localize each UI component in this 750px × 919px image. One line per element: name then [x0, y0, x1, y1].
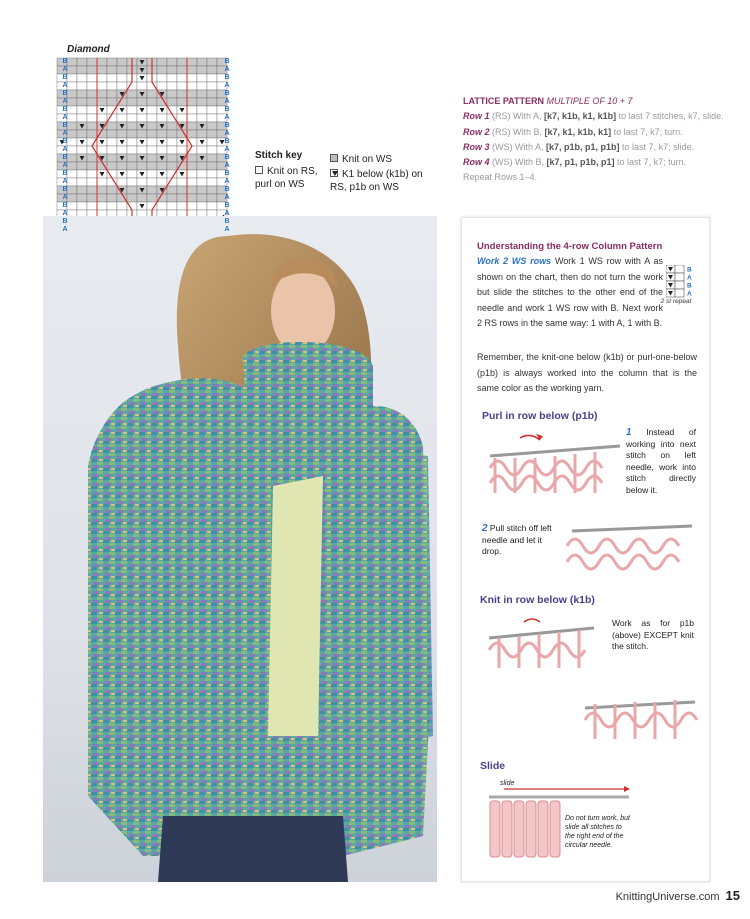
lattice-row-1: Row 1 (RS) With A, [k7, k1b, k1, k1b] to last 7 stitches, k7, slide.: [463, 111, 724, 122]
chart-cell: [117, 58, 127, 66]
chart-cell: [157, 58, 167, 66]
chart-cell: [177, 90, 187, 98]
chart-cell: [147, 154, 157, 162]
chart-cell: [167, 122, 177, 130]
chart-cell: [127, 194, 137, 202]
stitch-key-title: Stitch key: [255, 150, 303, 161]
chart-cell: [97, 58, 107, 66]
chart-cell: [87, 114, 97, 122]
chart-cell: [197, 66, 207, 74]
chart-cell: [207, 98, 217, 106]
chart-cell: [77, 90, 87, 98]
chart-cell: [87, 162, 97, 170]
chart-cell: [167, 194, 177, 202]
chart-cell: [107, 130, 117, 138]
lattice-heading: LATTICE PATTERN MULTIPLE OF 10 + 7: [463, 96, 633, 106]
chart-cell: [187, 130, 197, 138]
chart-cell: [167, 170, 177, 178]
chart-cell: [107, 90, 117, 98]
chart-yarn-label: B A: [62, 202, 68, 217]
chart-cell: [77, 162, 87, 170]
chart-cell: [157, 146, 167, 154]
chart-cell: [187, 178, 197, 186]
chart-cell: [157, 82, 167, 90]
model-photo: [43, 216, 437, 882]
chart-cell: [77, 98, 87, 106]
chart-title: Diamond: [67, 44, 110, 55]
chart-cell: [107, 114, 117, 122]
chart-cell: [197, 146, 207, 154]
chart-yarn-label: B A: [62, 138, 68, 153]
page-number: 15: [725, 888, 740, 903]
chart-cell: [187, 66, 197, 74]
chart-cell: [117, 178, 127, 186]
purl-step-1: 1 Instead of working into next stitch on left needle, work into stitch directly below it.: [626, 427, 696, 495]
chart-cell: [87, 202, 97, 210]
chart-cell: [127, 186, 137, 194]
chart-yarn-label: B A: [62, 122, 68, 137]
chart-cell: [97, 194, 107, 202]
chart-cell: [177, 146, 187, 154]
chart-cell: [147, 90, 157, 98]
chart-cell: [177, 186, 187, 194]
chart-cell: [197, 106, 207, 114]
chart-cell: [137, 162, 147, 170]
chart-cell: [177, 178, 187, 186]
chart-cell: [207, 74, 217, 82]
purl-step-2: 2 Pull stitch off left needle and let it drop.: [482, 523, 552, 556]
chart-cell: [77, 186, 87, 194]
chart-cell: [97, 114, 107, 122]
chart-cell: [97, 82, 107, 90]
chart-yarn-label: B A: [224, 58, 230, 73]
purl-title: Purl in row below (p1b): [482, 410, 598, 422]
chart-cell: [147, 186, 157, 194]
chart-cell: [207, 122, 217, 130]
purl-illustration-2: [562, 516, 697, 578]
chart-cell: [147, 122, 157, 130]
chart-cell: [167, 58, 177, 66]
chart-cell: [187, 98, 197, 106]
chart-cell: [187, 90, 197, 98]
chart-cell: [157, 114, 167, 122]
chart-cell: [207, 146, 217, 154]
mini-cell: [675, 281, 684, 289]
chart-cell: [127, 106, 137, 114]
chart-cell: [117, 162, 127, 170]
chart-cell: [157, 194, 167, 202]
chart-cell: [207, 82, 217, 90]
chart-cell: [87, 194, 97, 202]
chart-cell: [167, 154, 177, 162]
chart-cell: [87, 138, 97, 146]
chart-cell: [207, 162, 217, 170]
chart-cell: [107, 154, 117, 162]
chart-cell: [77, 82, 87, 90]
knit-title: Knit in row below (k1b): [480, 594, 595, 606]
key-knit-rs: Knit on RS, purl on WS: [255, 166, 318, 190]
chart-cell: [137, 98, 147, 106]
chart-cell: [177, 114, 187, 122]
purl-illustration-1: [480, 428, 630, 498]
chart-cell: [107, 74, 117, 82]
chart-cell: [207, 178, 217, 186]
chart-cell: [87, 122, 97, 130]
chart-yarn-label: B A: [224, 170, 230, 185]
chart-cell: [177, 66, 187, 74]
chart-cell: [187, 202, 197, 210]
chart-cell: [77, 194, 87, 202]
chart-cell: [147, 82, 157, 90]
chart-cell: [117, 194, 127, 202]
chart-cell: [97, 130, 107, 138]
chart-cell: [87, 146, 97, 154]
chart-cell: [167, 138, 177, 146]
chart-cell: [107, 138, 117, 146]
chart-cell: [197, 178, 207, 186]
lattice-row-3: Row 3 (WS) With A, [k7, p1b, p1, p1b] to last 7, k7; slide.: [463, 141, 695, 152]
chart-cell: [87, 170, 97, 178]
chart-cell: [147, 162, 157, 170]
chart-cell: [197, 82, 207, 90]
chart-cell: [117, 130, 127, 138]
chart-cell: [107, 82, 117, 90]
chart-cell: [197, 170, 207, 178]
chart-cell: [97, 178, 107, 186]
chart-cell: [117, 146, 127, 154]
chart-cell: [87, 90, 97, 98]
chart-yarn-label: B A: [62, 170, 68, 185]
chart-cell: [127, 154, 137, 162]
knit-illustration-1: [484, 610, 604, 675]
chart-cell: [187, 58, 197, 66]
mini-yarn-label: B: [687, 266, 692, 274]
chart-cell: [187, 194, 197, 202]
lattice-row-4: Row 4 (WS) With B, [k7, p1, p1b, p1] to last 7, k7; turn.: [463, 157, 687, 168]
chart-cell: [187, 122, 197, 130]
chart-cell: [97, 90, 107, 98]
chart-yarn-label: B A: [62, 74, 68, 89]
mini-yarn-label: B: [687, 282, 692, 290]
chart-cell: [77, 66, 87, 74]
chart-cell: [77, 74, 87, 82]
chart-yarn-label: B A: [224, 90, 230, 105]
chart-cell: [77, 114, 87, 122]
chart-cell: [207, 130, 217, 138]
chart-cell: [207, 66, 217, 74]
chart-cell: [127, 138, 137, 146]
chart-cell: [97, 66, 107, 74]
chart-cell: [107, 186, 117, 194]
chart-cell: [207, 186, 217, 194]
chart-cell: [107, 194, 117, 202]
slide-text: Do not turn work, but slide all stitches to the right end of the circular needle.: [565, 815, 630, 849]
chart-cell: [127, 82, 137, 90]
chart-cell: [207, 138, 217, 146]
chart-cell: [147, 146, 157, 154]
mini-cell: [675, 265, 684, 273]
chart-cell: [127, 90, 137, 98]
chart-cell: [77, 170, 87, 178]
chart-cell: [107, 162, 117, 170]
chart-cell: [167, 114, 177, 122]
mini-yarn-label: A: [687, 290, 692, 298]
key-knit-ws: Knit on WS: [330, 153, 440, 166]
chart-yarn-label: B A: [224, 106, 230, 121]
chart-cell: [87, 66, 97, 74]
chart-yarn-label: B A: [62, 58, 68, 73]
chart-cell: [137, 178, 147, 186]
chart-cell: [197, 58, 207, 66]
chart-yarn-label: B A: [62, 186, 68, 201]
lattice-repeat: Repeat Rows 1–4.: [463, 172, 538, 183]
chart-cell: [117, 74, 127, 82]
chart-cell: [87, 178, 97, 186]
slide-label: slide: [500, 780, 515, 787]
chart-cell: [87, 98, 97, 106]
chart-cell: [197, 74, 207, 82]
knit-illustration-2: [580, 686, 700, 746]
chart-cell: [107, 122, 117, 130]
chart-cell: [167, 98, 177, 106]
chart-cell: [87, 58, 97, 66]
chart-cell: [137, 146, 147, 154]
chart-cell: [117, 98, 127, 106]
chart-cell: [147, 106, 157, 114]
mini-cell: [675, 289, 684, 297]
chart-cell: [87, 74, 97, 82]
mini-yarn-label: A: [687, 274, 692, 282]
chart-cell: [87, 154, 97, 162]
chart-cell: [117, 114, 127, 122]
chart-cell: [137, 130, 147, 138]
chart-cell: [207, 114, 217, 122]
chart-cell: [147, 98, 157, 106]
chart-cell: [127, 114, 137, 122]
chart-cell: [207, 106, 217, 114]
mini-cell: [675, 273, 684, 281]
chart-cell: [137, 194, 147, 202]
grey-square-icon: [330, 154, 338, 162]
chart-cell: [197, 202, 207, 210]
chart-cell: [107, 98, 117, 106]
chart-cell: [167, 74, 177, 82]
chart-cell: [177, 162, 187, 170]
chart-cell: [177, 82, 187, 90]
mini-chart-caption: 2 st repeat: [660, 298, 692, 305]
chart-cell: [97, 202, 107, 210]
mini-column-chart: [666, 265, 696, 299]
chart-cell: [107, 58, 117, 66]
lattice-pattern: [463, 94, 733, 186]
chart-cell: [77, 106, 87, 114]
chart-cell: [147, 114, 157, 122]
chart-cell: [97, 186, 107, 194]
chart-yarn-label: B A: [224, 122, 230, 137]
page-footer: [570, 888, 740, 903]
chart-cell: [147, 178, 157, 186]
chart-cell: [147, 202, 157, 210]
chart-cell: [97, 98, 107, 106]
diamond-chart: [52, 56, 232, 242]
chart-cell: [187, 106, 197, 114]
chart-cell: [187, 154, 197, 162]
chart-cell: [177, 194, 187, 202]
chart-yarn-label: B A: [62, 218, 68, 233]
chart-cell: [167, 162, 177, 170]
chart-cell: [87, 82, 97, 90]
chart-yarn-label: B A: [224, 154, 230, 169]
chart-cell: [157, 98, 167, 106]
chart-cell: [117, 66, 127, 74]
chart-cell: [147, 194, 157, 202]
chart-cell: [157, 74, 167, 82]
white-square-icon: [255, 166, 263, 174]
chart-yarn-label: B A: [224, 218, 230, 233]
chart-cell: [87, 186, 97, 194]
chart-cell: [127, 98, 137, 106]
chart-cell: [177, 58, 187, 66]
chart-cell: [207, 202, 217, 210]
chart-yarn-label: B A: [62, 154, 68, 169]
chart-cell: [147, 138, 157, 146]
chart-cell: [127, 178, 137, 186]
chart-cell: [77, 178, 87, 186]
chart-cell: [97, 146, 107, 154]
chart-cell: [77, 202, 87, 210]
chart-cell: [77, 58, 87, 66]
chart-cell: [187, 170, 197, 178]
chart-cell: [187, 146, 197, 154]
chart-cell: [107, 202, 117, 210]
chart-cell: [187, 186, 197, 194]
chart-cell: [147, 170, 157, 178]
chart-cell: [207, 90, 217, 98]
chart-cell: [177, 74, 187, 82]
chart-cell: [107, 66, 117, 74]
chart-cell: [157, 178, 167, 186]
chart-cell: [167, 186, 177, 194]
chart-cell: [197, 194, 207, 202]
chart-cell: [187, 138, 197, 146]
chart-cell: [207, 58, 217, 66]
chart-cell: [107, 146, 117, 154]
chart-yarn-label: B A: [224, 186, 230, 201]
chart-cell: [187, 74, 197, 82]
chart-cell: [157, 202, 167, 210]
chart-cell: [187, 162, 197, 170]
chart-cell: [167, 146, 177, 154]
lattice-row-2: Row 2 (RS) With B, [k7, k1, k1b, k1] to last 7, k7; turn.: [463, 126, 683, 137]
chart-yarn-label: B A: [224, 138, 230, 153]
chart-cell: [197, 130, 207, 138]
chart-yarn-label: B A: [224, 74, 230, 89]
chart-cell: [147, 130, 157, 138]
chart-cell: [167, 66, 177, 74]
chart-cell: [167, 202, 177, 210]
panel-intro: Work 2 WS rows Work 1 WS row with A as shown on the chart, then do not turn the work but slide the stitches to the other end of the needle and work 1 WS row with B. Next work 2 RS rows in the same way: 1 with A, 1 with B.: [477, 256, 663, 328]
key-k1b: K1 below (k1b) on RS, p1b on WS: [330, 169, 423, 193]
chart-cell: [77, 130, 87, 138]
panel-remember: Remember, the knit-one below (k1b) or purl-one-below (p1b) is always worked into the column that is the same color as the working yarn.: [477, 352, 697, 393]
chart-cell: [207, 170, 217, 178]
chart-cell: [137, 82, 147, 90]
chart-cell: [197, 90, 207, 98]
chart-cell: [127, 122, 137, 130]
chart-cell: [127, 202, 137, 210]
chart-cell: [197, 186, 207, 194]
chart-cell: [157, 130, 167, 138]
chart-cell: [117, 82, 127, 90]
chart-cell: [137, 114, 147, 122]
chart-cell: [207, 154, 217, 162]
chart-cell: [107, 170, 117, 178]
chart-cell: [167, 82, 177, 90]
chart-cell: [197, 162, 207, 170]
chart-cell: [127, 170, 137, 178]
chart-cell: [157, 66, 167, 74]
chart-cell: [207, 194, 217, 202]
chart-cell: [97, 162, 107, 170]
chart-cell: [97, 74, 107, 82]
chart-cell: [127, 146, 137, 154]
chart-cell: [127, 162, 137, 170]
chart-yarn-label: B A: [224, 202, 230, 217]
chart-cell: [187, 114, 197, 122]
chart-cell: [167, 90, 177, 98]
slide-title: Slide: [480, 760, 506, 772]
chart-cell: [87, 130, 97, 138]
chart-cell: [177, 130, 187, 138]
info-panel: [461, 217, 710, 882]
site-name: KnittingUniverse.com: [615, 891, 720, 903]
chart-cell: [177, 202, 187, 210]
chart-cell: [127, 130, 137, 138]
chart-cell: [157, 162, 167, 170]
chart-yarn-label: B A: [62, 106, 68, 121]
chart-cell: [167, 130, 177, 138]
chart-cell: [197, 98, 207, 106]
panel-title: Understanding the 4-row Column Pattern: [477, 241, 663, 252]
knit-text: Work as for p1b (above) EXCEPT knit the stitch.: [612, 618, 694, 651]
chart-cell: [167, 178, 177, 186]
chart-cell: [77, 146, 87, 154]
chart-cell: [167, 106, 177, 114]
chart-cell: [187, 82, 197, 90]
k1b-symbol-icon: [330, 169, 338, 177]
chart-cell: [87, 106, 97, 114]
chart-cell: [197, 114, 207, 122]
chart-cell: [107, 178, 117, 186]
chart-cell: [177, 98, 187, 106]
chart-yarn-label: B A: [62, 90, 68, 105]
chart-cell: [117, 202, 127, 210]
chart-cell: [107, 106, 117, 114]
